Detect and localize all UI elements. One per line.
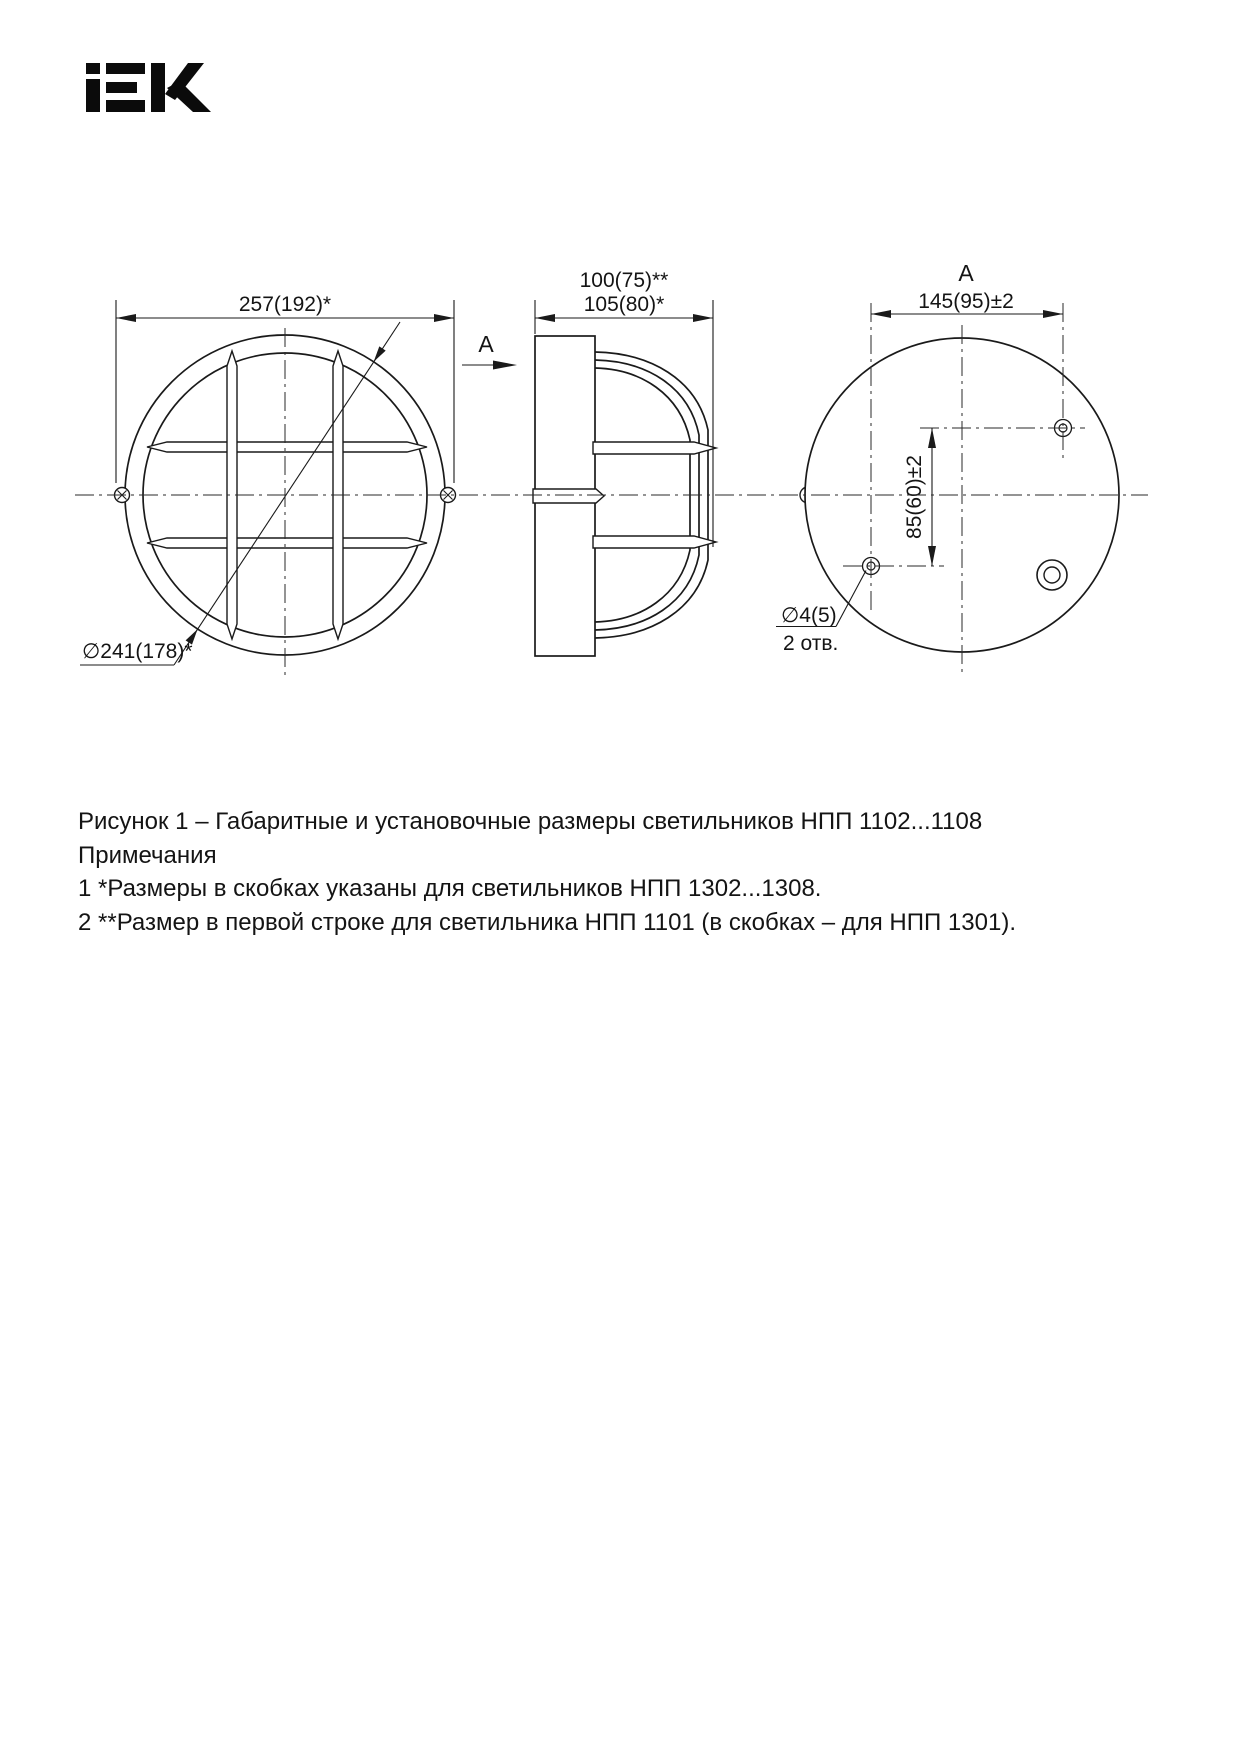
back-view [776, 260, 1119, 655]
technical-drawing [0, 0, 1244, 760]
side-mounting-lug [533, 489, 604, 503]
back-hole-spacing-h-dimension [871, 290, 1063, 318]
logo-i-dot [86, 63, 100, 74]
caption-title: Рисунок 1 – Габаритные и установочные размеры светильников НПП 1102...1108 [78, 808, 983, 835]
grille-horizontal-bar [147, 442, 427, 452]
logo-e-top [106, 63, 145, 74]
logo-e-bottom [106, 100, 145, 112]
view-direction-arrow [462, 331, 517, 370]
caption-notes-header: Примечания [78, 841, 217, 869]
iek-logo [86, 63, 211, 112]
caption-note-2: 2 **Размер в первой строке для светильника НПП 1101 (в скобках – для НПП 1301). [78, 908, 1016, 936]
front-view [80, 293, 456, 665]
logo-e-mid [106, 82, 137, 93]
figure-caption [78, 805, 1016, 939]
front-width-dim-text: 257(192)* [238, 293, 332, 316]
side-depth-dim-text-bottom: 105(80)* [583, 293, 665, 316]
caption-note-1: 1 *Размеры в скобках указаны для светильников НПП 1302...1308. [78, 875, 822, 902]
logo-i-stem [86, 79, 100, 112]
hole-note-line2: 2 отв. [783, 632, 839, 655]
side-grille-bar [593, 536, 716, 548]
back-hole-spacing-h-text: 145(95)±2 [918, 290, 1014, 313]
side-view [462, 269, 716, 656]
side-depth-dim-text-top: 100(75)** [579, 269, 669, 292]
back-view-label: A [958, 260, 974, 286]
view-a-arrow-label: A [478, 331, 494, 357]
back-hole-spacing-v-text: 85(60)±2 [903, 455, 926, 539]
side-grille-bar [593, 442, 716, 454]
front-diameter-dim-text: ∅241(178)* [82, 640, 193, 663]
hole-note-line1: ∅4(5) [781, 604, 837, 627]
grille-horizontal-bar [147, 538, 427, 548]
logo-k-stem [151, 63, 165, 112]
